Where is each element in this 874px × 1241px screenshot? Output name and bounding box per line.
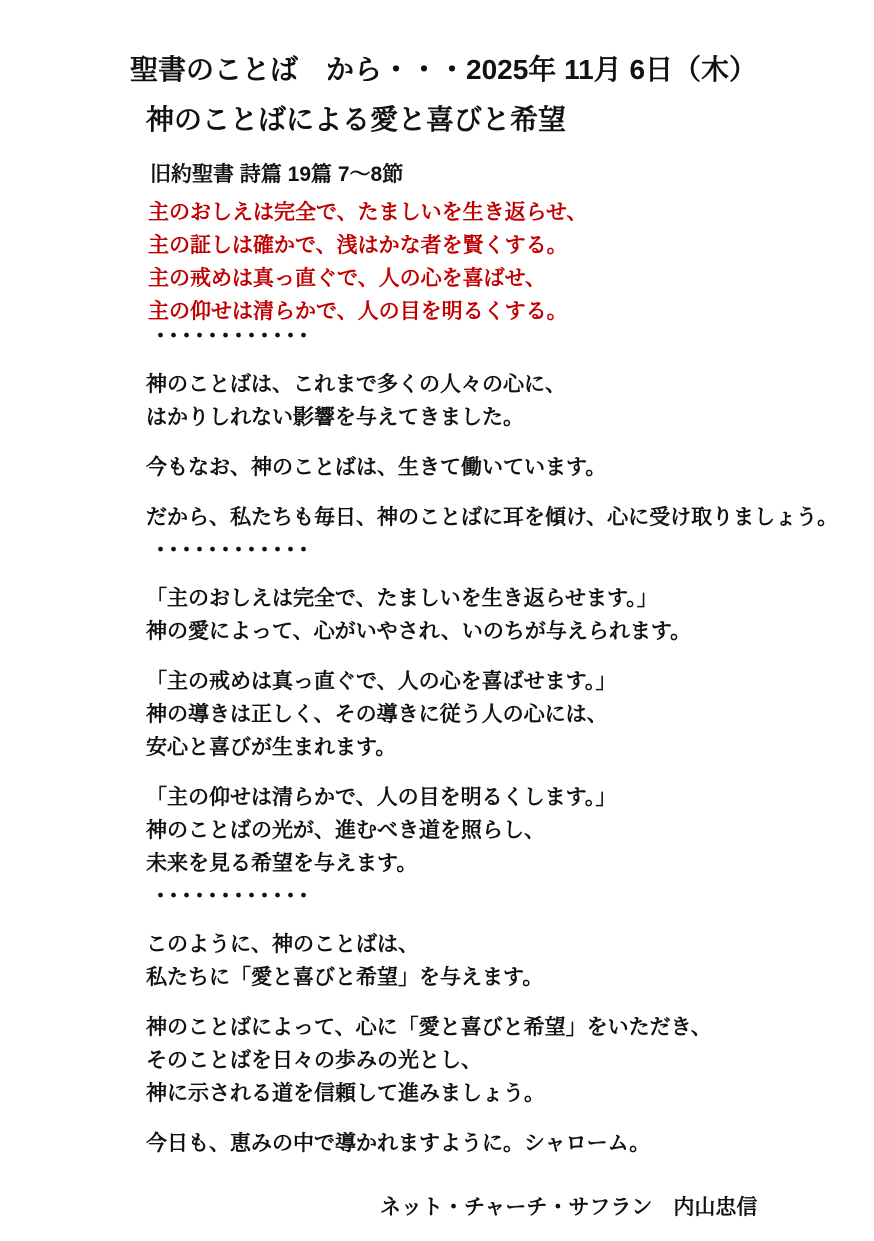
scripture-reference: 旧約聖書 詩篇 19篇 7～8節 [150,163,404,186]
signature: ネット・チャーチ・サフラン 内山忠信 [380,1196,758,1219]
paragraph [146,928,864,994]
paragraph-line: 神に示される道を信頼して進みましょう。 [146,1082,545,1105]
paragraph-line: 安心と喜びが生まれます。 [146,736,397,759]
paragraph [146,1127,864,1160]
paragraph-line: 神のことばによって、心に「愛と喜びと希望」をいただき、 [146,1016,712,1039]
paragraph-line: 神の愛によって、心がいやされ、いのちが与えられます。 [146,620,692,643]
page-title: 聖書のことば から・・・2025年 11月 6日（木） [130,54,758,85]
paragraph-line: 神のことばは、これまで多くの人々の心に、 [146,373,566,396]
separator-dots: ・・・・・・・・・・・・ [150,885,306,908]
paragraph-line: 「主の戒めは真っ直ぐで、人の心を喜ばせます。」 [146,670,617,693]
paragraph-line: 私たちに「愛と喜びと希望」を与えます。 [146,966,544,989]
paragraph-line: 「主のおしえは完全で、たましいを生き返らせます。」 [146,587,658,610]
page-subtitle: 神のことばによる愛と喜びと希望 [146,104,567,135]
paragraph-line: だから、私たちも毎日、神のことばに耳を傾け、心に受け取りましょう。 [146,506,839,529]
paragraph-line: 今もなお、神のことばは、生きて働いています。 [146,456,607,479]
separator-dots: ・・・・・・・・・・・・ [150,325,306,348]
paragraph [146,582,864,648]
paragraph [146,1011,864,1110]
paragraph [146,501,864,534]
paragraph-line: 神のことばの光が、進むべき道を照らし、 [146,819,545,842]
paragraph-line: 未来を見る希望を与えます。 [146,852,418,875]
paragraph [146,451,864,484]
verse-quote [148,196,854,328]
verse-line: 主の仰せは清らかで、人の目を明るくする。 [148,300,568,323]
paragraph-line: 「主の仰せは清らかで、人の目を明るくします。」 [146,786,617,809]
paragraph [146,665,864,764]
verse-line: 主の戒めは真っ直ぐで、人の心を喜ばせ、 [148,267,546,290]
paragraph-line: そのことばを日々の歩みの光とし、 [146,1049,482,1072]
paragraph-line: 今日も、恵みの中で導かれますように。シャローム。 [146,1132,651,1155]
verse-line: 主の証しは確かで、浅はかな者を賢くする。 [148,234,568,257]
separator-dots: ・・・・・・・・・・・・ [150,539,306,562]
paragraph-line: このように、神のことばは、 [146,933,419,956]
verse-line: 主のおしえは完全で、たましいを生き返らせ、 [148,201,588,224]
paragraph-line: はかりしれない影響を与えてきました。 [146,406,524,429]
paragraph [146,368,864,434]
paragraph-line: 神の導きは正しく、その導きに従う人の心には、 [146,703,608,726]
paragraph [146,781,864,880]
